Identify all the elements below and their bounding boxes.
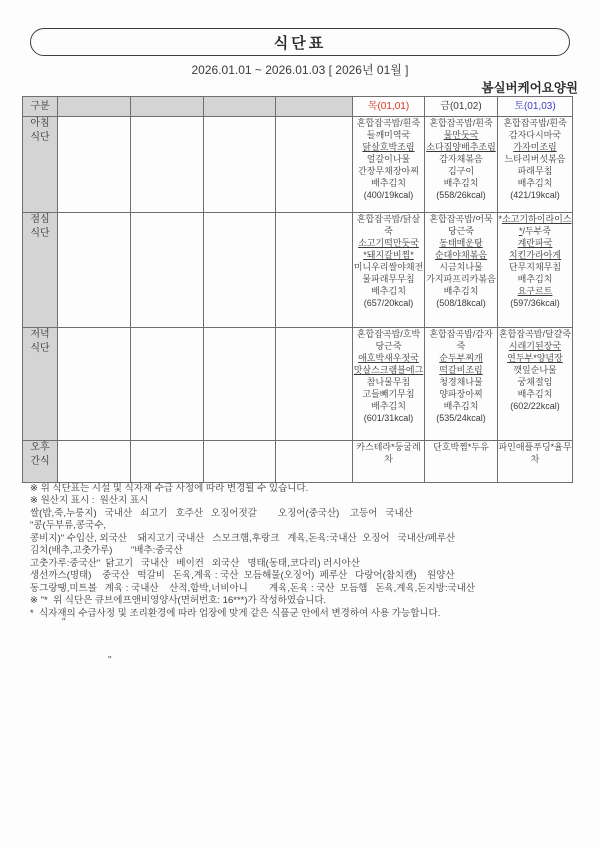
footnote-line: 고춧가루:중국산" 닭고기 국내산 베이컨 외국산 명태(동태,코다리) 러시아산	[30, 557, 360, 569]
menu-item: (508/18kcal)	[436, 298, 486, 308]
menu-item: *소고기하이라이스*/두부죽	[498, 214, 572, 236]
facility-name: 봄실버케어요양원	[481, 81, 578, 95]
menu-item: 배추김치	[443, 178, 479, 188]
empty-cell	[131, 328, 204, 441]
menu-item: 순두부찌개	[439, 353, 483, 363]
menu-item: 치킨가라아게	[508, 250, 562, 260]
menu-item: 물만둣국	[443, 130, 479, 140]
menu-item: 혼합잡곡밥/감자죽	[429, 329, 493, 351]
menu-item: 가지파프리카볶음	[426, 274, 496, 284]
meal-cell	[498, 213, 573, 328]
menu-item: 혼합잡곡밥/흰죽	[356, 118, 421, 128]
footnote-line: * 식자재의 수급사정 및 조리환경에 따라 업장에 맞게 같은 식품군 안에서 변경하여 사용 가능합니다.	[30, 607, 441, 619]
footnote-line: 동그랑땡,미트볼 계육 : 국내산 산적,함박,너비아니 계육,돈육 : 국산 모듬햄 돈육,계육,돈지방:국내산	[30, 582, 476, 594]
meal-cell	[353, 117, 425, 213]
menu-item: (657/20kcal)	[363, 298, 414, 308]
meal-cell	[498, 117, 573, 213]
menu-item: 혼합잡곡밥/닭살죽	[356, 214, 421, 236]
meal-cell	[425, 441, 498, 483]
meal-row	[23, 441, 573, 483]
footnote-line: 김치(배추,고춧가루) "배추:중국산	[30, 545, 183, 557]
menu-item: 배추김치	[443, 401, 479, 411]
footnote-line: 생선까스(명태) 중국산 떡갈비 돈육,계육 : 국산 모듬해물(오징어) 페루산 다랑어(참치캔) 원양산	[30, 570, 455, 582]
day-header-cell: 토(01,03)	[498, 97, 573, 117]
menu-item: (558/26kcal)	[436, 190, 486, 200]
empty-cell	[58, 213, 131, 328]
meal-row	[23, 117, 573, 213]
empty-cell	[276, 117, 353, 213]
menu-item: 감자다시마국	[508, 130, 562, 140]
empty-cell	[204, 213, 276, 328]
meal-cell	[353, 441, 425, 483]
empty-header-cell	[276, 97, 353, 117]
menu-item: 애호박새우젓국	[358, 353, 419, 363]
stray-quote-mark: "	[108, 655, 112, 666]
menu-item: 시금치나물	[439, 262, 483, 272]
empty-header-cell	[204, 97, 276, 117]
menu-item: 배추김치	[371, 286, 406, 296]
empty-cell	[131, 117, 204, 213]
menu-item: (535/24kcal)	[436, 413, 486, 423]
menu-item: 양파장아찌	[439, 389, 483, 399]
menu-item: 혼합잡곡밥/흰죽	[429, 118, 493, 128]
menu-item: 감자채볶음	[439, 154, 483, 164]
row-label-cell: 저녁 식단	[23, 328, 58, 441]
empty-cell	[131, 441, 204, 483]
empty-cell	[58, 328, 131, 441]
day-header-cell: 목(01,01)	[353, 97, 425, 117]
footnotes	[30, 483, 475, 620]
footnote-line: ※ 원산지 표시 : 원산지 표시	[30, 495, 149, 507]
menu-item: *돼지갈비찜*	[363, 250, 414, 260]
footnote-line: 쌀(밥,죽,누룽지) 국내산 쇠고기 호주산 오징어젓갈 오징어(중국산) 고등어 국내산	[30, 507, 413, 519]
empty-cell	[276, 213, 353, 328]
menu-item: 느타리버섯볶음	[504, 154, 566, 164]
menu-item: 간장무채장아찌	[358, 166, 419, 176]
empty-cell	[131, 213, 204, 328]
header-row	[23, 97, 573, 117]
menu-item: 배추김치	[517, 389, 553, 399]
menu-item: 계란파국	[517, 238, 553, 248]
menu-item: 연두부*양념장	[507, 353, 563, 363]
empty-cell	[204, 117, 276, 213]
menu-item: 시래기된장국	[508, 341, 562, 351]
menu-item: 배추김치	[371, 178, 406, 188]
menu-item: 혼합잡곡밥/흰죽	[503, 118, 567, 128]
meal-cell	[353, 328, 425, 441]
row-label-cell: 점심 식단	[23, 213, 58, 328]
empty-cell	[276, 441, 353, 483]
footnote-line: "콩(두부류,콩국수,	[30, 520, 107, 532]
menu-item: 미니우리쌀야채전	[353, 262, 424, 272]
menu-item: 고들빼기무침	[362, 389, 415, 399]
menu-item: (597/36kcal)	[510, 298, 560, 308]
corner-header-cell: 구분	[23, 97, 58, 117]
menu-item: 배추김치	[517, 274, 553, 284]
meal-cell	[425, 117, 498, 213]
menu-item: 파래무침	[517, 166, 553, 176]
meal-cell	[425, 328, 498, 441]
menu-item: 소고기떡만둣국	[358, 238, 419, 248]
meal-cell	[498, 328, 573, 441]
menu-item: (601/31kcal)	[363, 413, 414, 423]
menu-item: 궁채절임	[517, 377, 553, 387]
menu-item: (421/19kcal)	[510, 190, 560, 200]
menu-item: 떡갈비조림	[439, 365, 483, 375]
footnote-line: 콩비지)" 수입산, 외국산 돼지고기 국내산 스모크햄,후랑크 계육,돈육:국내산 오징어 국내산/페루산	[30, 532, 456, 544]
empty-cell	[58, 441, 131, 483]
menu-item: 김구이	[447, 166, 475, 176]
stray-quote-mark: "	[62, 617, 66, 628]
menu-item: 동태매운탕	[439, 238, 483, 248]
menu-item: 닭살호박조림	[362, 142, 415, 152]
menu-item: 얼갈이나물	[366, 154, 411, 164]
empty-header-cell	[131, 97, 204, 117]
meal-cell	[353, 213, 425, 328]
row-label-cell: 아침 식단	[23, 117, 58, 213]
menu-item: (602/22kcal)	[510, 401, 560, 411]
menu-item: 배추김치	[517, 178, 553, 188]
menu-item: 배추김치	[371, 401, 406, 411]
menu-item: 혼합잡곡밥/어묵당근죽	[429, 214, 493, 236]
menu-item: 순대야채볶음	[434, 250, 488, 260]
meal-row	[23, 328, 573, 441]
menu-item: 요구르트	[517, 286, 553, 296]
empty-cell	[204, 441, 276, 483]
menu-item: 물파래무무침	[362, 274, 415, 284]
menu-item: 배추김치	[443, 286, 479, 296]
meal-cell	[498, 441, 573, 483]
empty-cell	[276, 328, 353, 441]
empty-cell	[204, 328, 276, 441]
menu-item: 청경채나물	[439, 377, 483, 387]
footnote-line: ※ "* 위 식단은 큐브에프앤비영양사(면허번호: 16***)가 작성하였습니다.	[30, 595, 327, 607]
footnote-line: ※ 위 식단표는 시설 및 식자재 수급 사정에 따라 변경될 수 있습니다.	[30, 483, 309, 494]
day-header-cell: 금(01,02)	[425, 97, 498, 117]
menu-item: 혼합잡곡밥/호박당근죽	[356, 329, 421, 351]
menu-item: (400/19kcal)	[363, 190, 414, 200]
empty-cell	[58, 117, 131, 213]
menu-item: 파인애플푸딩*율무차	[498, 442, 572, 464]
title-box	[30, 28, 570, 56]
menu-item: 카스테라*둥굴레차	[356, 442, 421, 464]
menu-item: 참나물무침	[366, 377, 411, 387]
empty-header-cell	[58, 97, 131, 117]
menu-item: 들깨미역국	[366, 130, 411, 140]
menu-item: 소다짐양배추조림	[426, 142, 496, 152]
menu-item: 혼합잡곡밥/달걀죽	[498, 329, 572, 339]
menu-item: 단호박찜*두유	[433, 442, 489, 452]
page-title: 식단표	[273, 34, 327, 52]
row-label-cell: 오후 간식	[23, 441, 58, 483]
menu-item: 단무지채무침	[508, 262, 562, 272]
menu-item: 맛살스크램블에그	[353, 365, 424, 375]
meal-table	[22, 96, 573, 483]
meal-cell	[425, 213, 498, 328]
menu-item: 깻잎순나물	[513, 365, 557, 375]
meal-row	[23, 213, 573, 328]
meal-table-body	[23, 97, 573, 483]
menu-item: 가자미조림	[513, 142, 557, 152]
date-range: 2026.01.01 ~ 2026.01.03 [ 2026년 01월 ]	[191, 63, 409, 77]
